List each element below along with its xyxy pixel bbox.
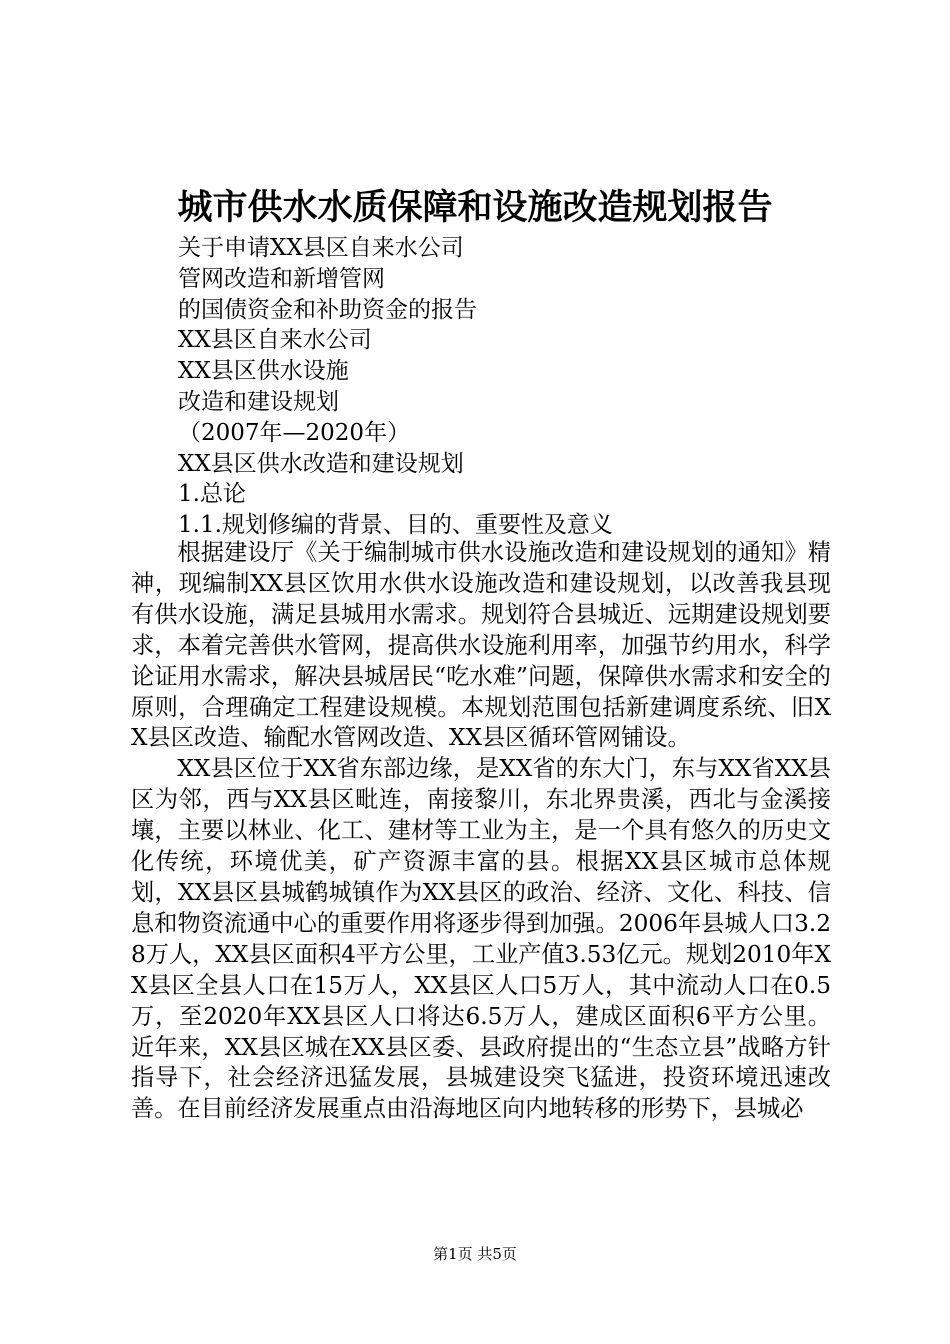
section-heading-background: 1.1.规划修编的背景、目的、重要性及意义	[178, 512, 613, 539]
header-line-funding: 的国债资金和补助资金的报告	[178, 296, 477, 323]
body-paragraph: XX县区位于XX省东部边缘，是XX省的东大门，东与XX省XX县区为邻，西与XX县区毗连，南接黎川，东北界贵溪，西北与金溪接壤，主要以林业、化工、建材等工业为主，是一个具有悠久的历史文化传统，环境优美，矿产资源丰富的县。根据XX县区城市总体规划，XX县区县城鹤城镇作为XX县区的政治、经济、文化、科技、信息和物资流通中心的重要作用将逐步得到加强。2006年县城人口3.28万人，XX县区面积4平方公里，工业产值3.53亿元。规划2010年XX县区全县人口在15万人，XX县区人口5万人，其中流动人口在0.5万，至2020年XX县区人口将达6.5万人，建成区面积6平方公里。近年来，XX县区城在XX县区委、县政府提出的“生态立县”战略方针指导下，社会经济迅猛发展，县城建设突飞猛进，投资环境迅速改善。在目前经济发展重点由沿海地区向内地转移的形势下，县城必	[131, 755, 831, 1123]
header-line-company: XX县区自来水公司	[178, 327, 372, 354]
body-paragraph: 根据建设厅《关于编制城市供水设施改造和建设规划的通知》精神，现编制XX县区饮用水供水设施改造和建设规划，以改善我县现有供水设施，满足县城用水需求。规划符合县城近、远期建设规划要求，本着完善供水管网，提高供水设施利用率，加强节约用水，科学论证用水需求，解决县城居民“吃水难”问题，保障供水需求和安全的原则，合理确定工程建设规模。本规划范围包括新建调度系统、旧XX县区改造、输配水管网改造、XX县区循环管网铺设。	[131, 539, 831, 752]
document-header-lines	[178, 233, 798, 541]
section-heading-general: 1.总论	[178, 481, 246, 508]
document-body	[131, 538, 831, 1125]
header-line-years: （2007年—2020年）	[178, 419, 411, 446]
header-line-plan-title: XX县区供水改造和建设规划	[178, 450, 464, 477]
page-number-footer: 第1页 共5页	[433, 1245, 517, 1263]
document-title: 城市供水水质保障和设施改造规划报告	[177, 187, 773, 228]
header-line-facility: XX县区供水设施	[178, 358, 349, 385]
header-line-project: 管网改造和新增管网	[178, 265, 385, 292]
header-line-applicant: 关于申请XX县区自来水公司	[178, 235, 464, 261]
header-line-plan: 改造和建设规划	[178, 388, 339, 415]
